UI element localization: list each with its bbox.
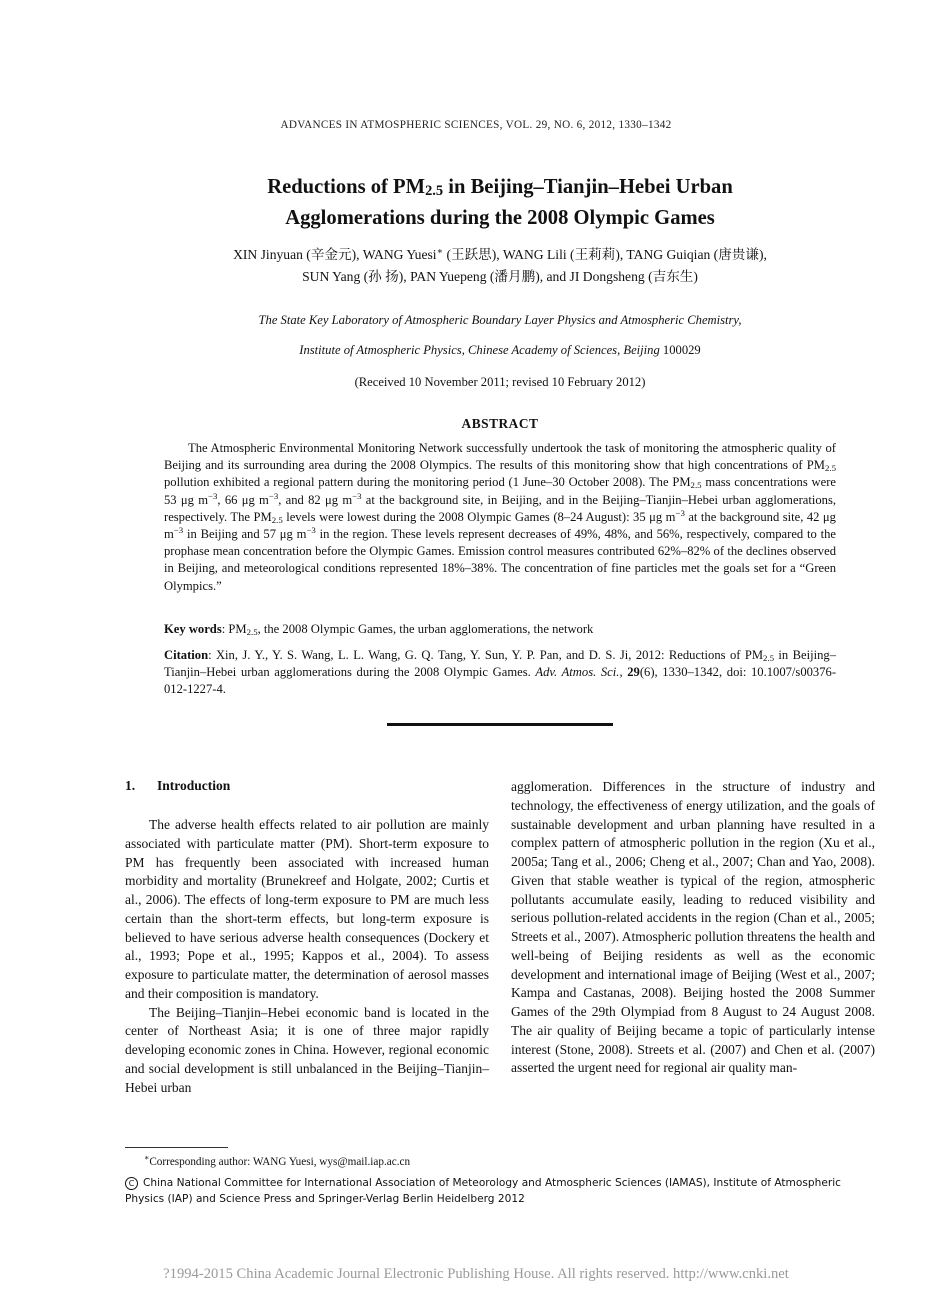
paragraph: The adverse health effects related to air pollution are mainly associated with particulate matter (PM). Short-term exposure to PM has frequently been associated with increased human morbidity and mortality (Brunekreef and Holgate, 2002; Curtis et al., 2006). The effects of long-term exposure to PM are much less certain than the short-term effects, but long-term exposure is believed to have serious adverse health consequences (Dockery et al., 1993; Pope et al., 1995; Kappos et al., 2004). To assess exposure to particulate matter, the determination of aerosol masses and their composition is mandatory. xyxy=(125,817,489,1001)
affiliation-line-2: Institute of Atmospheric Physics, Chinese Academy of Sciences, Beijing 100029 xyxy=(299,343,701,357)
copyright-icon: C xyxy=(125,1177,138,1190)
footnote-divider xyxy=(125,1147,228,1148)
received-dates: (Received 10 November 2011; revised 10 February 2012) xyxy=(354,375,646,389)
keywords-label: Key words xyxy=(164,622,222,636)
author-line-1: XIN Jinyuan (辛金元), WANG Yuesi∗ (王跃思), WANG Lili (王莉莉), TANG Guiqian (唐贵谦), xyxy=(233,247,767,262)
keywords: Key words: $PM_{2.5}$, the 2008 Olympic Games, the urban agglomerations, the network xyxy=(164,622,594,637)
citation-volume: 29 xyxy=(627,665,640,680)
author-line-2: SUN Yang (孙 扬), PAN Yuepeng (潘月鹏), and JI Dongsheng (吉东生) xyxy=(302,269,698,284)
section-title: Introduction xyxy=(157,778,231,793)
title-line-2: Agglomerations during the 2008 Olympic Games xyxy=(285,207,715,229)
right-column xyxy=(511,778,875,1078)
abstract-body: The Atmospheric Environmental Monitoring Network successfully undertook the task of monitoring the atmospheric quality of Beijing and its surrounding area during the 2008 Olympics. The results of this monitoring show that high concentrations of $PM_{2.5}$ pollution exhibited a regional pattern during the monitoring period (1 June–30 October 2008). The $PM_{2.5}$ mass concentrations were 53 μg $m^{-3}$, 66 μg $m^{-3}$, and 82 μg $m^{-3}$ at the background site, in Beijing, and in the Beijing–Tianjin–Hebei urban agglomerations, respectively. The $PM_{2.5}$ levels were lowest during the 2008 Olympic Games (8–24 August): 35 μg $m^{-3}$ at the background site, 42 μg $m^{-3}$ in Beijing and 57 μg $m^{-3}$ in the region. These levels represent decreases of 49%, 48%, and 56%, respectively, compared to the prophase mean concentration before the Olympic Games. Emission control measures contributed 62%–82% of the declines observed in Beijing, and meteorological conditions represented 18%–38%. The concentration of fine particles met the goals set for a “Green Olympics.” xyxy=(164,441,836,593)
corresponding-marker: ∗ xyxy=(436,247,444,257)
copyright-notice: C China National Committee for International Association of Meteorology and Atmospheric Sciences (IAMAS), Institute of Atmospheric Physics (IAP) and Science Press and Springer-Verlag Berlin Heidelberg 2012 xyxy=(125,1177,841,1205)
section-number: 1. xyxy=(125,778,136,793)
postal-code: 100029 xyxy=(662,343,701,357)
affiliation xyxy=(100,305,900,365)
affiliation-line-1: The State Key Laboratory of Atmospheric Boundary Layer Physics and Atmospheric Chemistry, xyxy=(258,313,742,327)
author-list xyxy=(100,244,900,288)
section-heading xyxy=(125,778,230,794)
paper-title xyxy=(100,172,900,234)
citation-label: Citation xyxy=(164,648,209,662)
abstract-heading: ABSTRACT xyxy=(461,416,539,431)
left-column xyxy=(125,816,489,1097)
abstract-divider xyxy=(387,723,613,726)
footnote: ∗Corresponding author: WANG Yuesi, wys@mail.iap.ac.cn xyxy=(144,1153,411,1168)
journal-header: ADVANCES IN ATMOSPHERIC SCIENCES, VOL. 29, NO. 6, 2012, 1330–1342 xyxy=(280,119,672,131)
title-line-1: Reductions of $PM_{2.5}$ in Beijing–Tianjin–Hebei Urban xyxy=(267,176,733,199)
paragraph: agglomeration. Differences in the structure of industry and technology, the effectiveness of energy utilization, and the goals of sustainable development and urban planning have resulted in a complex pattern of atmospheric pollution in the region (Xu et al., 2005a; Tang et al., 2006; Cheng et al., 2007; Chan and Yao, 2008). Given that stable weather is typical of the region, atmospheric pollutants accumulate easily, leading to reduced visibility and serious pollution-related accidents in the region (Chan et al., 2005; Streets et al., 2007). Atmospheric pollution threatens the health and well-being of Beijing residents as well as the economic development and international image of Beijing (West et al., 2007; Kampa and Castanas, 2008). Beijing hosted the 2008 Summer Games of the 29th Olympiad from 8 August to 24 August 2008. The air quality of Beijing became a topic of particularly intense interest (Stone, 2008). Streets et al. (2007) and Chen et al. (2007) asserted the urgent need for regional air quality man- xyxy=(511,779,875,1076)
citation-journal: Adv. Atmos. Sci. xyxy=(535,665,620,680)
citation: Citation: Xin, J. Y., Y. S. Wang, L. L. Wang, G. Q. Tang, Y. Sun, Y. P. Pan, and D. S. Ji, 2012: Reductions of $PM_{2.5}$ in Beijing–Tianjin–Hebei urban agglomerations during the 2008 Olympic Games. Adv. Atmos. Sci., 29(6), 1330–1342, doi: 10.1007/s00376-012-1227-4. xyxy=(164,648,837,697)
paragraph: The Beijing–Tianjin–Hebei economic band is located in the center of Northeast Asia; it is one of three major rapidly developing economic zones in China. However, regional economic and social development is still unbalanced in the Beijing–Tianjin–Hebei urban xyxy=(125,1004,489,1095)
watermark: ?1994-2015 China Academic Journal Electronic Publishing House. All rights reserved. http://www.cnki.net xyxy=(163,1266,789,1282)
